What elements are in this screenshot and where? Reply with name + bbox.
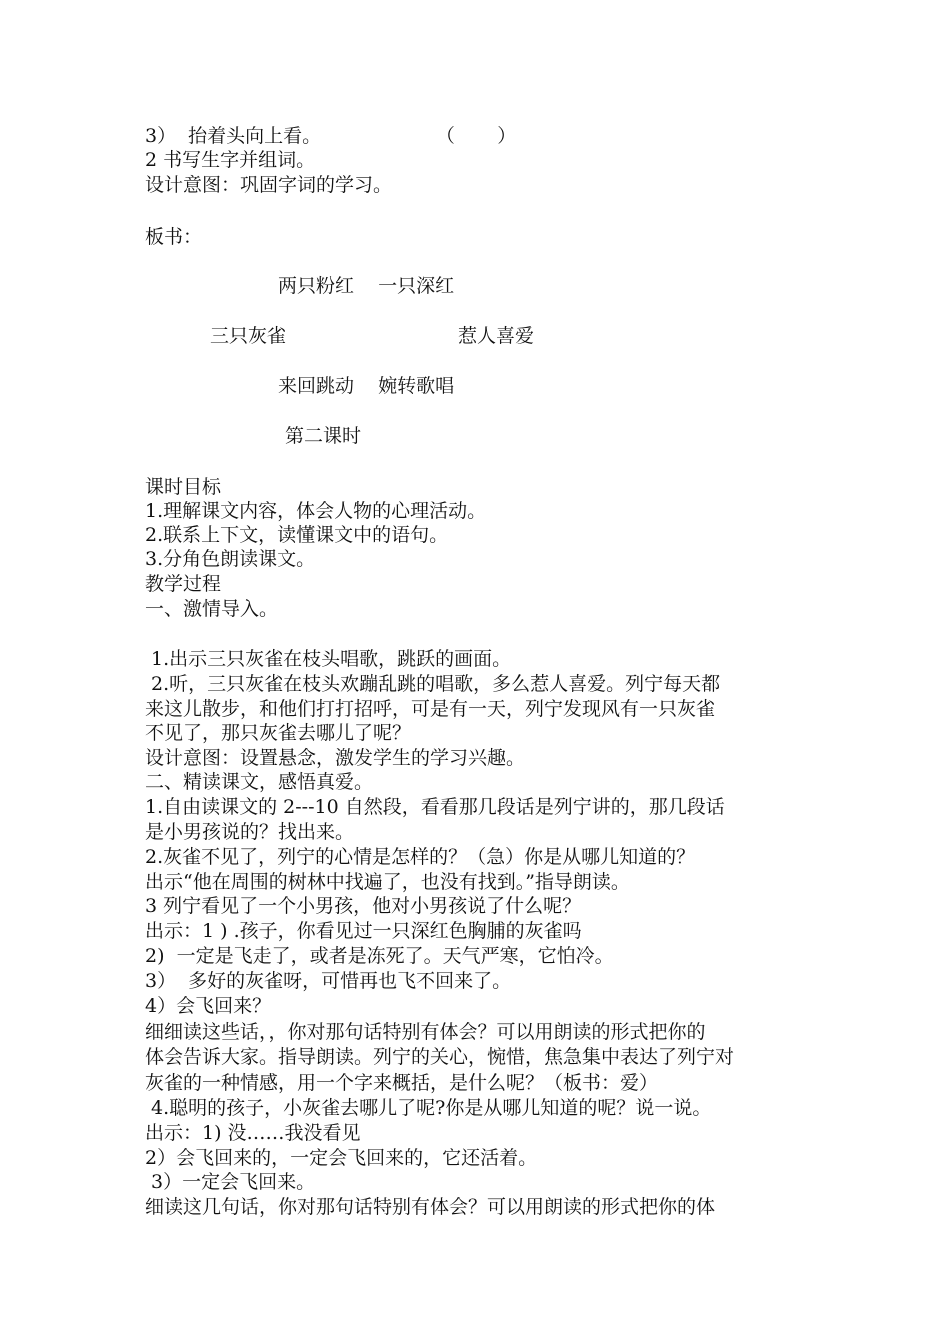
read-step-2: 2.灰雀不见了，列宁的心情是怎样的？（急）你是从哪儿知道的？ bbox=[145, 846, 696, 868]
exercise-2: 2 书写生字并组词。 bbox=[145, 149, 316, 171]
exercise-item-3: 3） 抬着头向上看。 （ ） bbox=[145, 125, 517, 147]
lesson-two-title: 第二课时 bbox=[285, 425, 362, 447]
show-quote-1: 出示：1 ) .孩子，你看见过一只深红色胸脯的灰雀吗 bbox=[145, 920, 582, 942]
section-2-heading: 二、精读课文，感悟真爱。 bbox=[145, 771, 374, 793]
read-step-3: 3 列宁看见了一个小男孩，他对小男孩说了什么呢？ bbox=[145, 895, 582, 917]
step-1: 1.出示三只灰雀在枝头唱歌，跳跃的画面。 bbox=[145, 648, 512, 670]
reflection-line-2: 体会告诉大家。指导朗读。列宁的关心，惋惜，焦急集中表达了列宁对 bbox=[145, 1046, 735, 1068]
objectives-heading: 课时目标 bbox=[145, 476, 222, 498]
objective-2: 2.联系上下文，读懂课文中的语句。 bbox=[145, 524, 449, 546]
step-2-line-2: 来这儿散步，和他们打打招呼，可是有一天，列宁发现风有一只灰雀 bbox=[145, 698, 716, 720]
read-step-1-line-1: 1.自由读课文的 2---10 自然段，看看那几段话是列宁讲的，那几段话 bbox=[145, 796, 725, 818]
boy-quote-1: 出示：1) 没……我没看见 bbox=[145, 1122, 361, 1144]
show-quote-3: 3） 多好的灰雀呀，可惜再也飞不回来了。 bbox=[145, 970, 512, 992]
blackboard-line-2-left: 三只灰雀 bbox=[210, 325, 287, 347]
section-1-heading: 一、激情导入。 bbox=[145, 598, 279, 620]
reflection-line-3: 灰雀的一种情感，用一个字来概括，是什么呢？（板书：爱） bbox=[145, 1072, 659, 1094]
reflection-2-line-1: 细读这几句话，你对那句话特别有体会？可以用朗读的形式把你的体 bbox=[145, 1196, 716, 1218]
design-intent-1: 设计意图：巩固字词的学习。 bbox=[145, 174, 393, 196]
design-intent-2: 设计意图：设置悬念，激发学生的学习兴趣。 bbox=[145, 747, 526, 769]
boy-quote-2: 2）会飞回来的，一定会飞回来的，它还活着。 bbox=[145, 1147, 538, 1169]
boy-quote-3: 3）一定会飞回来。 bbox=[145, 1171, 316, 1193]
read-step-4: 4.聪明的孩子，小灰雀去哪儿了呢?你是从哪儿知道的呢？说一说。 bbox=[145, 1097, 712, 1119]
objective-1: 1.理解课文内容，体会人物的心理活动。 bbox=[145, 500, 487, 522]
blackboard-line-1: 两只粉红 一只深红 bbox=[278, 275, 455, 297]
process-heading: 教学过程 bbox=[145, 573, 222, 595]
blackboard-heading: 板书： bbox=[145, 226, 203, 248]
objective-3: 3.分角色朗读课文。 bbox=[145, 548, 316, 570]
read-step-1-line-2: 是小男孩说的？找出来。 bbox=[145, 821, 355, 843]
blackboard-line-3: 来回跳动 婉转歌唱 bbox=[278, 375, 455, 397]
show-quote-2: 2) 一定是飞走了，或者是冻死了。天气严寒，它怕冷。 bbox=[145, 945, 614, 967]
step-2-line-1: 2.听，三只灰雀在枝头欢蹦乱跳的唱歌，多么惹人喜爱。列宁每天都 bbox=[145, 673, 721, 695]
blackboard-line-2-right: 惹人喜爱 bbox=[458, 325, 535, 347]
step-2-line-3: 不见了，那只灰雀去哪儿了呢？ bbox=[145, 722, 412, 744]
show-quote-4: 4）会飞回来？ bbox=[145, 995, 272, 1017]
reflection-line-1: 细细读这些话，，你对那句话特别有体会？可以用朗读的形式把你的 bbox=[145, 1021, 706, 1043]
read-step-2-show: 出示“他在周围的树林中找遍了，也没有找到。”指导朗读。 bbox=[145, 871, 630, 893]
